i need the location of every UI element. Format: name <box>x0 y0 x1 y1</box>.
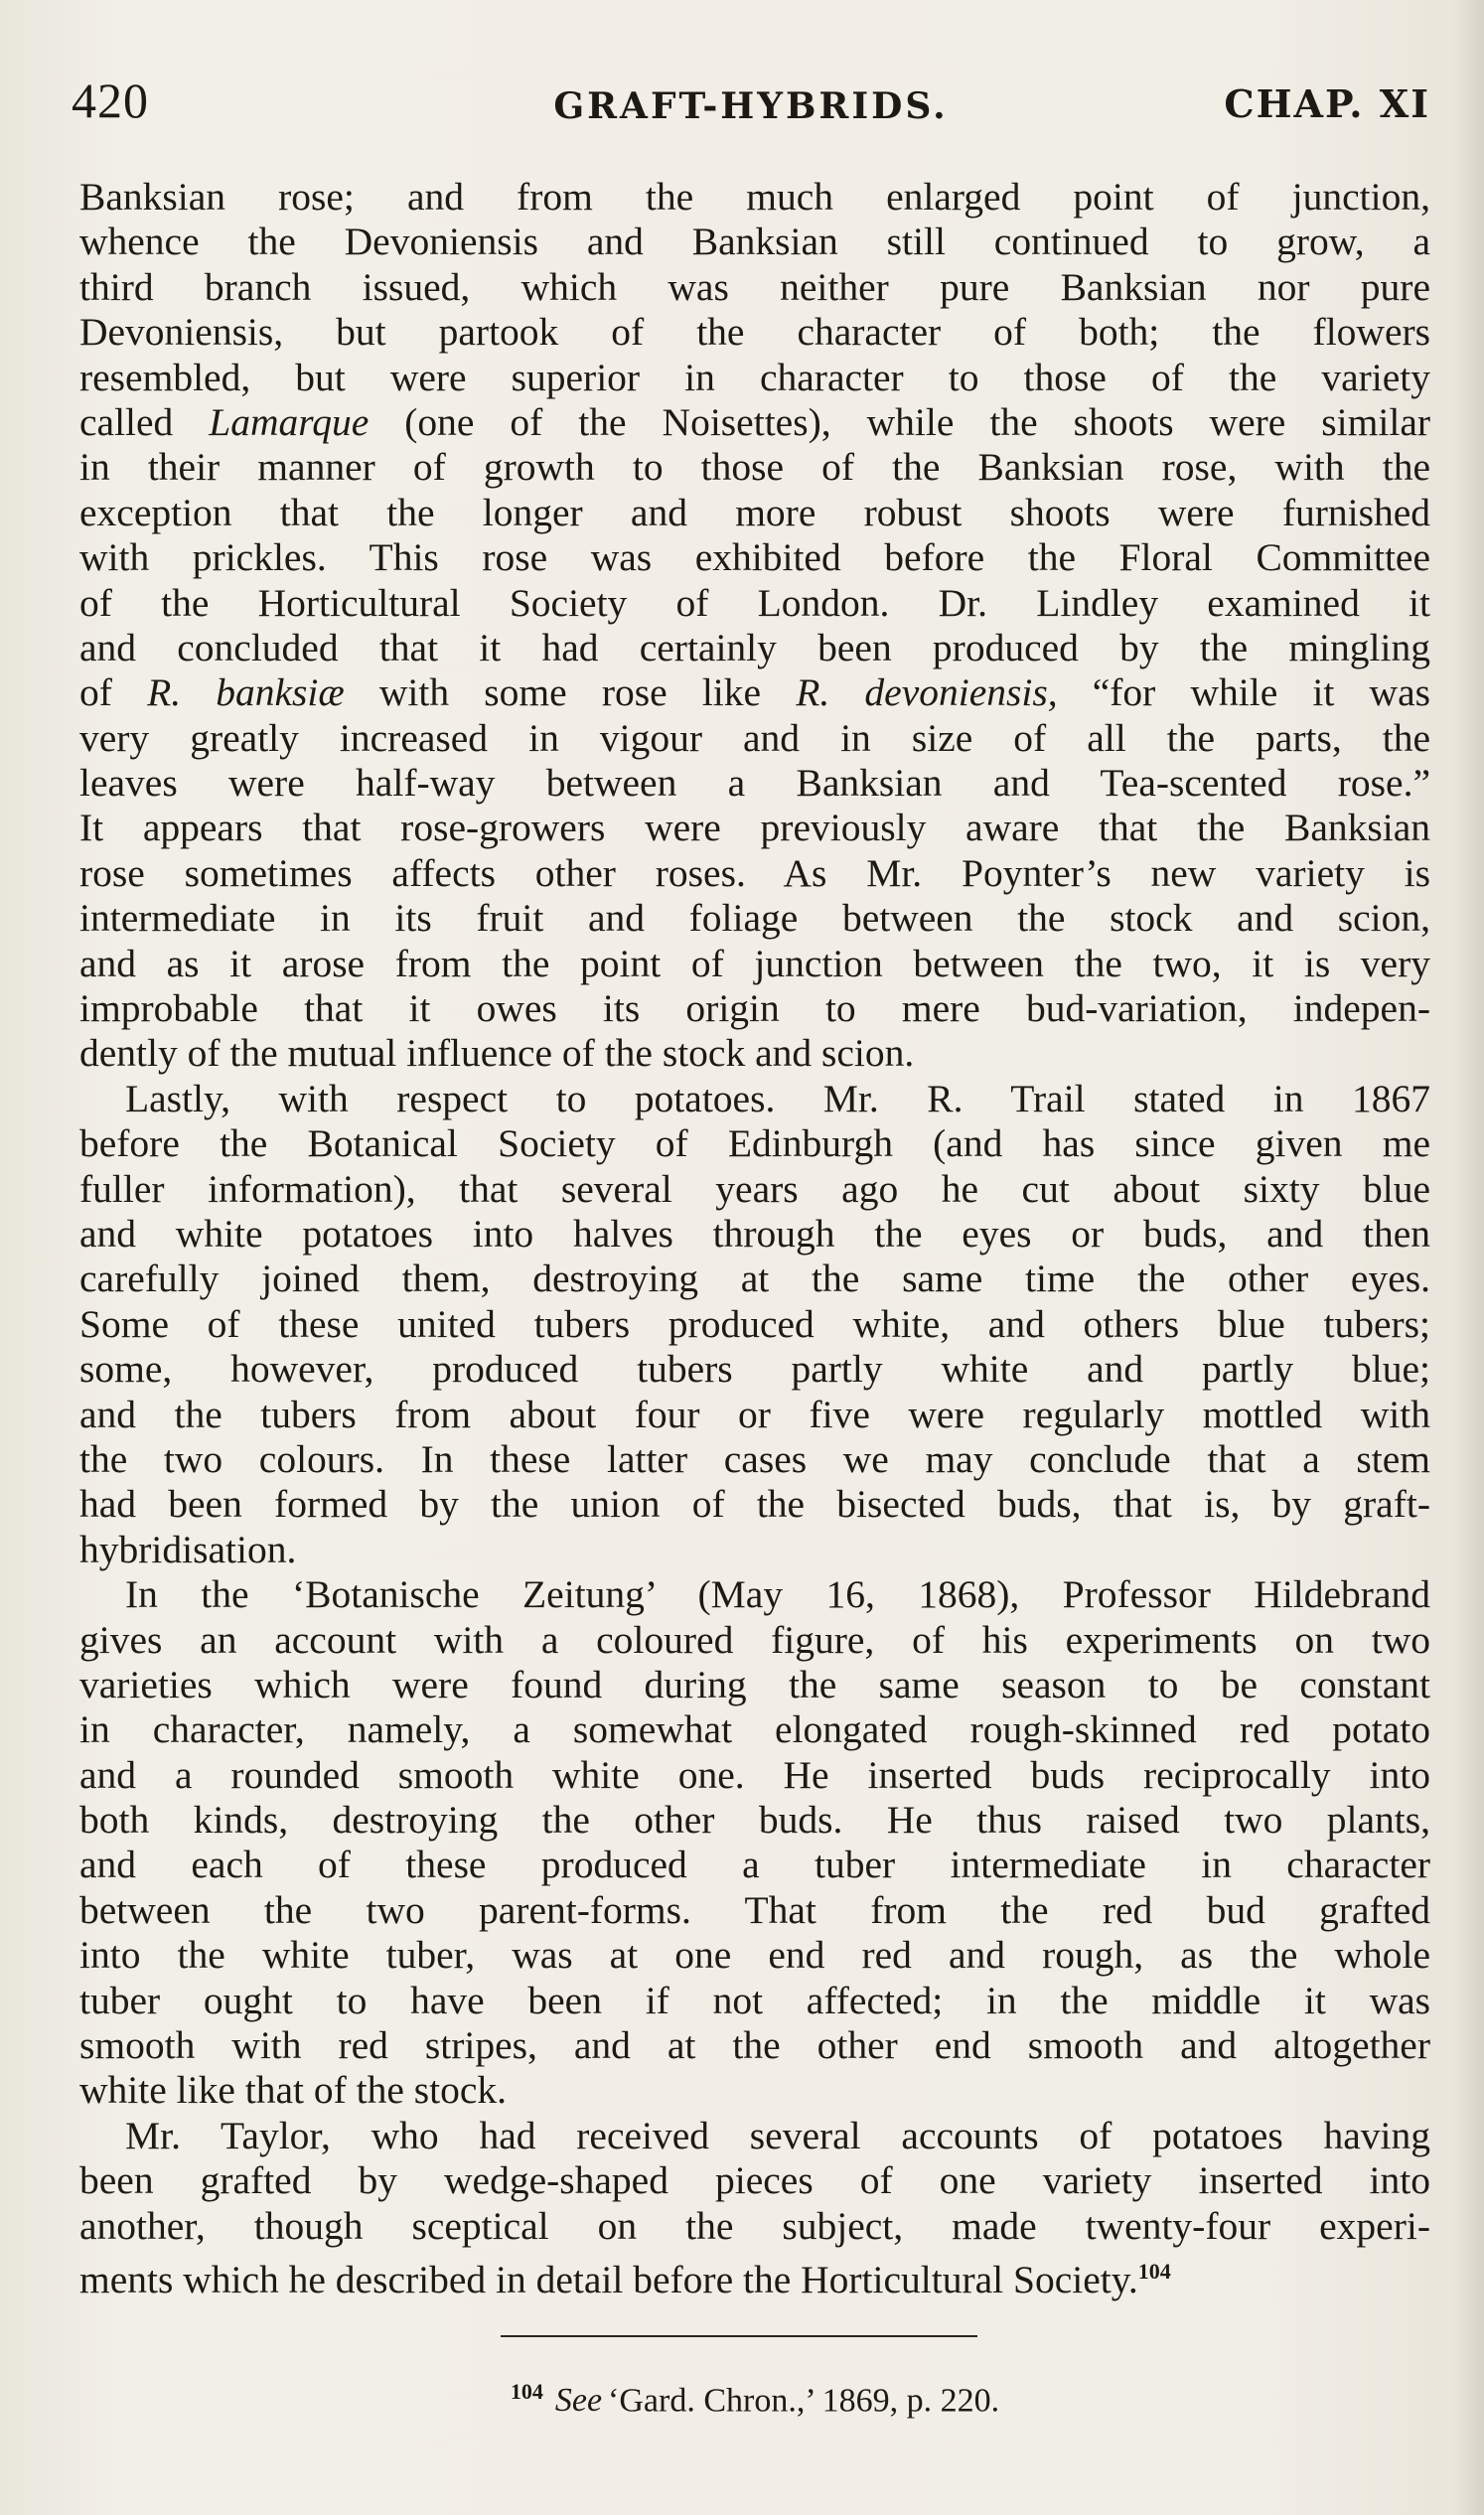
paragraph <box>79 1077 1430 1572</box>
text-line: dently of the mutual influence of the stock and scion. <box>79 1031 915 1076</box>
text-line: hybridisation. <box>79 1527 297 1571</box>
text-line: another, though sceptical on the subject, made twenty-four experi- <box>79 2203 1430 2248</box>
text-line: whence the Devoniensis and Banksian still continued to grow, a <box>79 220 1430 264</box>
text-line: tuber ought to have been if not affected; in the middle it was <box>79 1978 1430 2022</box>
text-line: of the Horticultural Society of London. Dr. Lindley examined it <box>79 580 1430 625</box>
text-line: It appears that rose-growers were previously aware that the Banksian <box>79 806 1430 850</box>
footnote-citation: ‘Gard. Chron.,’ 1869, p. 220. <box>608 2382 1000 2420</box>
page-number: 420 <box>72 73 149 128</box>
text-line: rose sometimes affects other roses. As Mr. Poynter’s new variety is <box>79 850 1430 895</box>
text-line: before the Botanical Society of Edinburgh (and has since given me <box>79 1121 1430 1166</box>
chapter-label: CHAP. XI <box>1224 81 1430 126</box>
text-line: carefully joined them, destroying at the same time the other eyes. <box>79 1257 1430 1301</box>
text-line: ments which he described in detail before the Horticultural Society.$^{104}$ <box>79 2258 1171 2302</box>
text-line: had been formed by the union of the bisected buds, that is, by graft- <box>79 1482 1430 1527</box>
text-line: Devoniensis, but partook of the character of both; the flowers <box>79 310 1430 355</box>
text-line: into the white tuber, was at one end red and rough, as the whole <box>79 1933 1430 1978</box>
text-line: varieties which were found during the same season to be constant <box>79 1662 1430 1706</box>
text-line: Some of these united tubers produced white, and others blue tubers; <box>79 1301 1430 1346</box>
text-line: Mr. Taylor, who had received several accounts of potatoes having <box>125 2113 1430 2157</box>
text-line: and a rounded smooth white one. He inserted buds reciprocally into <box>79 1752 1430 1797</box>
text-line: third branch issued, which was neither pure Banksian nor pure <box>79 264 1430 309</box>
text-line: In the ‘Botanische Zeitung’ (May 16, 1868), Professor Hildebrand <box>125 1572 1430 1617</box>
page-edge-shadow <box>1454 0 1484 2515</box>
running-title: GRAFT-HYBRIDS. <box>553 85 949 127</box>
text-line: called Lamarque (one of the Noisettes), while the shoots were similar <box>79 399 1431 444</box>
paragraph <box>79 2113 1430 2302</box>
text-line: improbable that it owes its origin to mere bud-variation, indepen- <box>79 986 1430 1031</box>
text-line: white like that of the stock. <box>79 2068 508 2113</box>
text-line: fuller information), that several years ago he cut about sixty blue <box>79 1166 1430 1211</box>
text-line: with prickles. This rose was exhibited before the Floral Committee <box>79 535 1430 580</box>
text-line: both kinds, destroying the other buds. He thus raised two plants, <box>79 1798 1430 1843</box>
footnote <box>79 2372 1430 2421</box>
text-line: leaves were half-way between a Banksian and Tea-scented rose.” <box>79 761 1430 806</box>
running-header <box>72 72 1430 131</box>
text-line: resembled, but were superior in character to those of the variety <box>79 355 1430 399</box>
text-line: the two colours. In these latter cases we may conclude that a stem <box>79 1436 1430 1481</box>
text-line: and white potatoes into halves through the eyes or buds, and then <box>79 1211 1430 1256</box>
footnote-rule <box>501 2335 977 2337</box>
text-line: gives an account with a coloured figure, of his experiments on two <box>79 1617 1430 1662</box>
text-line: Lastly, with respect to potatoes. Mr. R. Trail stated in 1867 <box>125 1076 1430 1120</box>
footnote-reference: 104 <box>1137 2258 1171 2284</box>
text-line: exception that the longer and more robust shoots were furnished <box>79 490 1430 534</box>
paragraph <box>79 175 1430 1077</box>
footnote-marker: 104 <box>510 2379 543 2404</box>
paragraph <box>79 1572 1430 2114</box>
text-line: in their manner of growth to those of the Banksian rose, with the <box>79 445 1430 490</box>
text-line: and the tubers from about four or five were regularly mottled with <box>79 1392 1430 1436</box>
text-line: been grafted by wedge-shaped pieces of one variety inserted into <box>79 2158 1430 2203</box>
text-line: Banksian rose; and from the much enlarged point of junction, <box>79 175 1430 219</box>
text-line: smooth with red stripes, and at the other end smooth and altogether <box>79 2023 1430 2068</box>
text-line: of R. banksiæ with some rose like R. devoniensis, “for while it was <box>79 670 1430 715</box>
text-line: in character, namely, a somewhat elongated rough-skinned red potato <box>79 1707 1430 1752</box>
body-text <box>79 175 1431 2302</box>
text-line: and as it arose from the point of junction between the two, it is very <box>79 941 1430 985</box>
text-line: between the two parent-forms. That from the red bud grafted <box>79 1887 1430 1932</box>
footnote-see: See <box>554 2382 603 2420</box>
text-line: and each of these produced a tuber intermediate in character <box>79 1843 1430 1887</box>
text-line: some, however, produced tubers partly white and partly blue; <box>79 1347 1430 1392</box>
text-line: intermediate in its fruit and foliage between the stock and scion, <box>79 896 1430 941</box>
text-line: and concluded that it had certainly been produced by the mingling <box>79 625 1430 669</box>
text-line: very greatly increased in vigour and in size of all the parts, the <box>79 715 1430 760</box>
